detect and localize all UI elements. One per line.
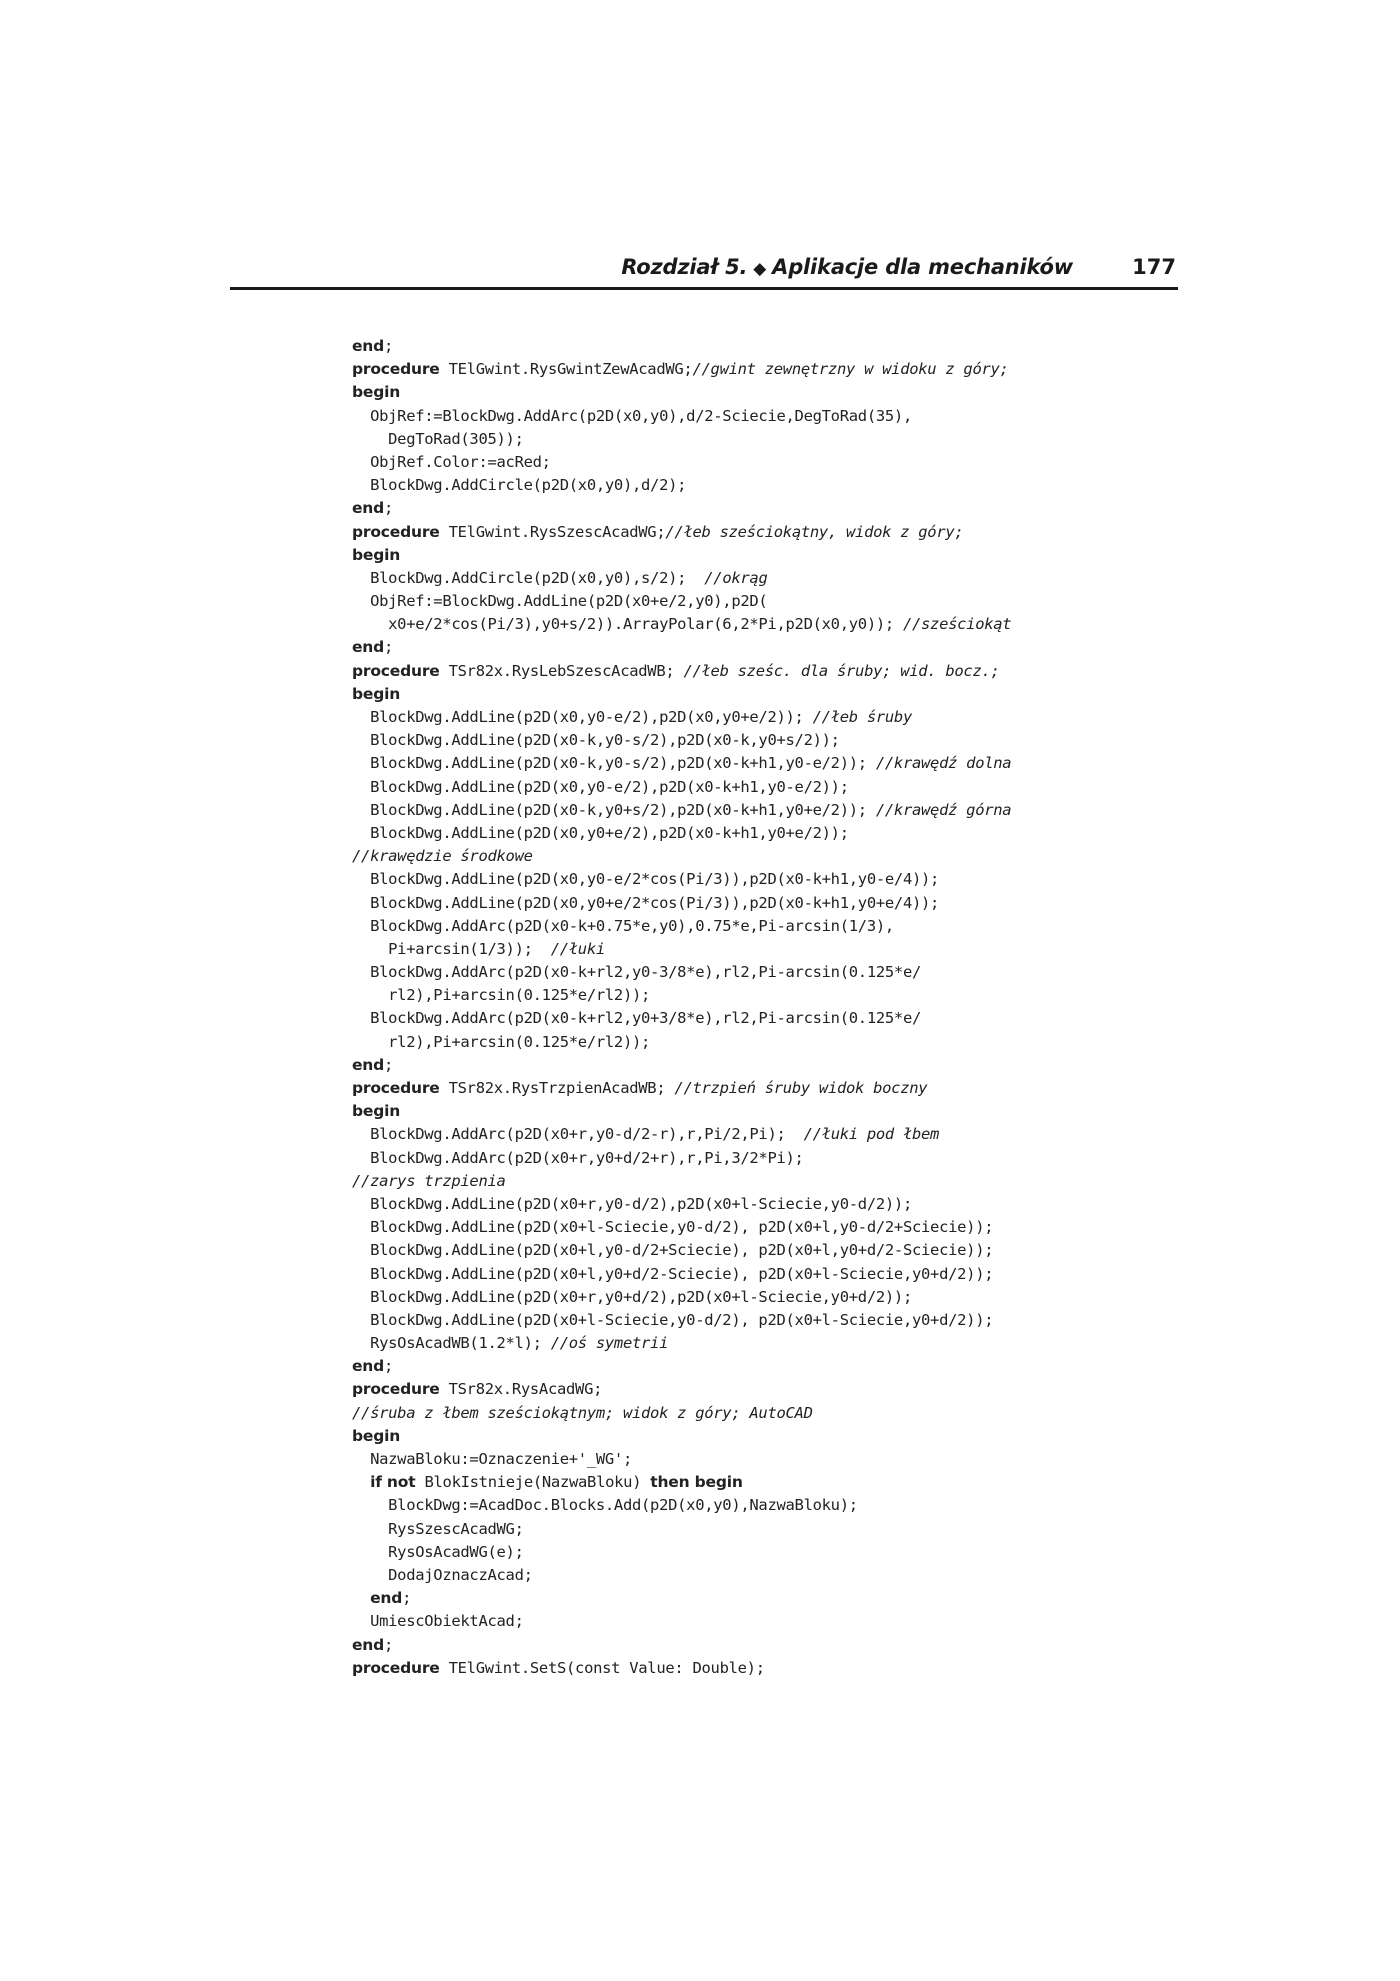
code-keyword: begin [352, 383, 401, 402]
code-text: BlockDwg.AddLine(p2D(x0,y0+e/2*cos(Pi/3)),p2D(x0-k+h1,y0+e/4)); [352, 893, 940, 912]
code-text: x0+e/2*cos(Pi/3),y0+s/2)).ArrayPolar(6,2*Pi,p2D(x0,y0)); [352, 615, 903, 634]
code-line [352, 1193, 1172, 1216]
code-text: BlockDwg.AddCircle(p2D(x0,y0),d/2); [352, 476, 687, 495]
code-line [352, 1425, 1172, 1448]
code-text: BlockDwg.AddArc(p2D(x0-k+rl2,y0+3/8*e),rl2,Pi-arcsin(0.125*e/ [352, 1009, 922, 1028]
code-line [352, 1471, 1172, 1494]
code-text: BlockDwg.AddLine(p2D(x0-k,y0-s/2),p2D(x0-k+h1,y0-e/2)); [352, 754, 876, 773]
code-text: BlockDwg.AddLine(p2D(x0+l,y0-d/2+Sciecie), p2D(x0+l,y0+d/2-Sciecie)); [352, 1241, 994, 1260]
diamond-icon: ◆ [753, 259, 767, 279]
code-text: BlockDwg.AddLine(p2D(x0+r,y0-d/2),p2D(x0+l-Sciecie,y0-d/2)); [352, 1194, 912, 1213]
code-line [352, 1610, 1172, 1633]
code-line [352, 1123, 1172, 1146]
header-rule [230, 287, 1178, 290]
code-line [352, 892, 1172, 915]
code-comment: //okrąg [704, 568, 768, 587]
code-line [352, 381, 1172, 404]
code-line [352, 961, 1172, 984]
code-text: BlockDwg.AddLine(p2D(x0,y0+e/2),p2D(x0-k+h1,y0+e/2)); [352, 823, 849, 842]
code-line [352, 497, 1172, 520]
code-line [352, 521, 1172, 544]
chapter-title: Rozdział 5. [621, 255, 748, 279]
code-line [352, 822, 1172, 845]
code-keyword: if not [370, 1473, 416, 1492]
code-comment: //łeb sześc. dla śruby; wid. bocz.; [683, 661, 1000, 680]
code-line [352, 1332, 1172, 1355]
code-text: BlockDwg.AddLine(p2D(x0,y0-e/2),p2D(x0,y0+e/2)); [352, 708, 813, 726]
code-text: TSr82x.RysAcadWG; [439, 1380, 603, 1399]
code-line [352, 567, 1172, 590]
code-comment: //sześciokąt [902, 615, 1012, 634]
code-text: DodajOznaczAcad; [352, 1565, 533, 1584]
code-keyword: end [352, 1635, 385, 1654]
code-comment: //łuki pod łbem [803, 1125, 940, 1144]
code-line [352, 636, 1172, 659]
code-listing [352, 335, 1172, 1680]
code-text: BlockDwg.AddArc(p2D(x0+r,y0+d/2+r),r,Pi,3/2*Pi); [352, 1148, 804, 1167]
code-line [352, 1170, 1172, 1193]
code-line [352, 1286, 1172, 1309]
code-line [352, 1263, 1172, 1286]
code-comment: //oś symetrii [550, 1334, 669, 1353]
code-line [352, 1309, 1172, 1332]
page-number: 177 [1132, 255, 1176, 279]
code-keyword: procedure [352, 1380, 440, 1399]
code-line [352, 868, 1172, 891]
code-line [352, 590, 1172, 613]
code-text: ; [384, 1357, 394, 1376]
code-comment: //łuki [550, 939, 605, 958]
code-line [352, 1054, 1172, 1077]
code-text: TElGwint.RysSzescAcadWG; [439, 522, 666, 541]
code-text [352, 1589, 370, 1607]
code-text: UmiescObiektAcad; [352, 1612, 524, 1631]
code-text: rl2),Pi+arcsin(0.125*e/rl2)); [352, 1032, 651, 1051]
code-line [352, 1541, 1172, 1564]
code-line [352, 613, 1172, 636]
code-keyword: procedure [352, 1658, 440, 1677]
code-line [352, 544, 1172, 567]
code-text: BlockDwg.AddLine(p2D(x0,y0-e/2),p2D(x0-k+h1,y0-e/2)); [352, 777, 849, 796]
code-text: NazwaBloku:=Oznaczenie+'_WG'; [352, 1450, 632, 1468]
code-keyword: end [352, 337, 385, 355]
code-text [352, 1473, 370, 1491]
code-keyword: end [352, 1055, 385, 1074]
code-line [352, 1077, 1172, 1100]
code-line [352, 358, 1172, 381]
running-header-title [621, 255, 1073, 279]
code-keyword: end [370, 1589, 403, 1608]
code-text: BlockDwg.AddLine(p2D(x0-k,y0+s/2),p2D(x0-k+h1,y0+e/2)); [352, 800, 876, 819]
code-keyword: end [352, 638, 385, 657]
code-text: TElGwint.RysGwintZewAcadWG; [439, 360, 693, 379]
code-line [352, 1402, 1172, 1425]
code-keyword: begin [352, 1426, 401, 1445]
code-line [352, 1355, 1172, 1378]
code-text: rl2),Pi+arcsin(0.125*e/rl2)); [352, 986, 651, 1005]
running-header [230, 255, 1178, 291]
code-text: TSr82x.RysTrzpienAcadWB; [439, 1079, 675, 1097]
code-text: BlockDwg.AddArc(p2D(x0-k+0.75*e,y0),0.75*e,Pi-arcsin(1/3), [352, 916, 894, 935]
code-line [352, 752, 1172, 775]
code-line [352, 474, 1172, 497]
code-text: BlokIstnieje(NazwaBloku) [415, 1473, 651, 1492]
code-text: BlockDwg.AddLine(p2D(x0+l-Sciecie,y0-d/2), p2D(x0+l-Sciecie,y0+d/2)); [352, 1310, 994, 1329]
code-line [352, 1657, 1172, 1680]
code-line [352, 1147, 1172, 1170]
code-keyword: begin [352, 684, 401, 703]
code-line [352, 683, 1172, 706]
code-line [352, 428, 1172, 451]
code-keyword: procedure [352, 360, 440, 379]
code-comment: //łeb sześciokątny, widok z góry; [665, 522, 964, 541]
code-line [352, 1239, 1172, 1262]
code-comment: //krawędź dolna [875, 754, 1012, 773]
code-text: BlockDwg.AddCircle(p2D(x0,y0),s/2); [352, 568, 705, 587]
code-line [352, 405, 1172, 428]
code-text: ; [402, 1589, 412, 1608]
code-line [352, 984, 1172, 1007]
code-line [352, 706, 1172, 729]
code-line [352, 1587, 1172, 1610]
code-line [352, 1007, 1172, 1030]
code-line [352, 799, 1172, 822]
code-comment: //gwint zewnętrzny w widoku z góry; [692, 360, 1009, 379]
code-text: ObjRef.Color:=acRed; [352, 452, 551, 471]
code-keyword: begin [352, 1102, 401, 1121]
code-text: BlockDwg.AddLine(p2D(x0+l-Sciecie,y0-d/2), p2D(x0+l,y0-d/2+Sciecie)); [352, 1218, 994, 1237]
code-text: DegToRad(305)); [352, 429, 524, 448]
code-comment: //śruba z łbem sześciokątnym; widok z góry; AutoCAD [352, 1403, 813, 1422]
code-line [352, 1634, 1172, 1657]
code-line [352, 1031, 1172, 1054]
code-keyword: end [352, 499, 385, 518]
code-text: BlockDwg.AddLine(p2D(x0+r,y0+d/2),p2D(x0+l-Sciecie,y0+d/2)); [352, 1287, 912, 1306]
code-text: ; [384, 337, 394, 355]
section-title: Aplikacje dla mechaników [772, 255, 1073, 279]
code-line [352, 451, 1172, 474]
code-text: RysOsAcadWB(1.2*l); [352, 1334, 551, 1353]
code-line [352, 1564, 1172, 1587]
code-line [352, 915, 1172, 938]
code-text: RysOsAcadWG(e); [352, 1542, 524, 1561]
code-text: BlockDwg.AddArc(p2D(x0-k+rl2,y0-3/8*e),rl2,Pi-arcsin(0.125*e/ [352, 963, 922, 982]
code-keyword: procedure [352, 1079, 440, 1097]
code-text: BlockDwg.AddArc(p2D(x0+r,y0-d/2-r),r,Pi/2,Pi); [352, 1125, 804, 1144]
code-keyword: procedure [352, 522, 440, 541]
code-text: Pi+arcsin(1/3)); [352, 939, 551, 958]
code-line [352, 1100, 1172, 1123]
code-text: ; [384, 499, 394, 518]
code-text: BlockDwg.AddLine(p2D(x0+l,y0+d/2-Sciecie), p2D(x0+l-Sciecie,y0+d/2)); [352, 1264, 994, 1283]
code-keyword: procedure [352, 661, 440, 680]
code-text: RysSzescAcadWG; [352, 1519, 524, 1538]
code-line [352, 938, 1172, 961]
code-comment: //krawędź górna [875, 800, 1012, 819]
code-keyword: end [352, 1357, 385, 1376]
code-text: BlockDwg.AddLine(p2D(x0-k,y0-s/2),p2D(x0-k,y0+s/2)); [352, 731, 840, 750]
code-comment: //zarys trzpienia [352, 1171, 506, 1190]
code-keyword: then begin [650, 1473, 743, 1492]
code-text: TElGwint.SetS(const Value: Double); [439, 1658, 765, 1677]
code-keyword: begin [352, 545, 401, 564]
code-line [352, 729, 1172, 752]
code-line [352, 1518, 1172, 1541]
code-line [352, 1448, 1172, 1471]
code-line [352, 335, 1172, 358]
code-comment: //krawędzie środkowe [352, 847, 533, 866]
code-line [352, 776, 1172, 799]
code-line [352, 1216, 1172, 1239]
code-line [352, 845, 1172, 868]
code-line [352, 660, 1172, 683]
code-text: BlockDwg.AddLine(p2D(x0,y0-e/2*cos(Pi/3)),p2D(x0-k+h1,y0-e/4)); [352, 870, 940, 889]
code-text: TSr82x.RysLebSzescAcadWB; [439, 661, 684, 680]
code-text: ; [384, 638, 394, 657]
code-line [352, 1378, 1172, 1401]
code-text: ObjRef:=BlockDwg.AddArc(p2D(x0,y0),d/2-Sciecie,DegToRad(35), [352, 406, 912, 425]
code-comment: //łeb śruby [812, 708, 912, 726]
code-text: BlockDwg:=AcadDoc.Blocks.Add(p2D(x0,y0),NazwaBloku); [352, 1496, 858, 1515]
code-text: ; [384, 1635, 394, 1654]
code-text: ; [384, 1055, 394, 1074]
code-comment: //trzpień śruby widok boczny [674, 1079, 928, 1097]
code-line [352, 1494, 1172, 1517]
code-text: ObjRef:=BlockDwg.AddLine(p2D(x0+e/2,y0),p2D( [352, 592, 768, 611]
